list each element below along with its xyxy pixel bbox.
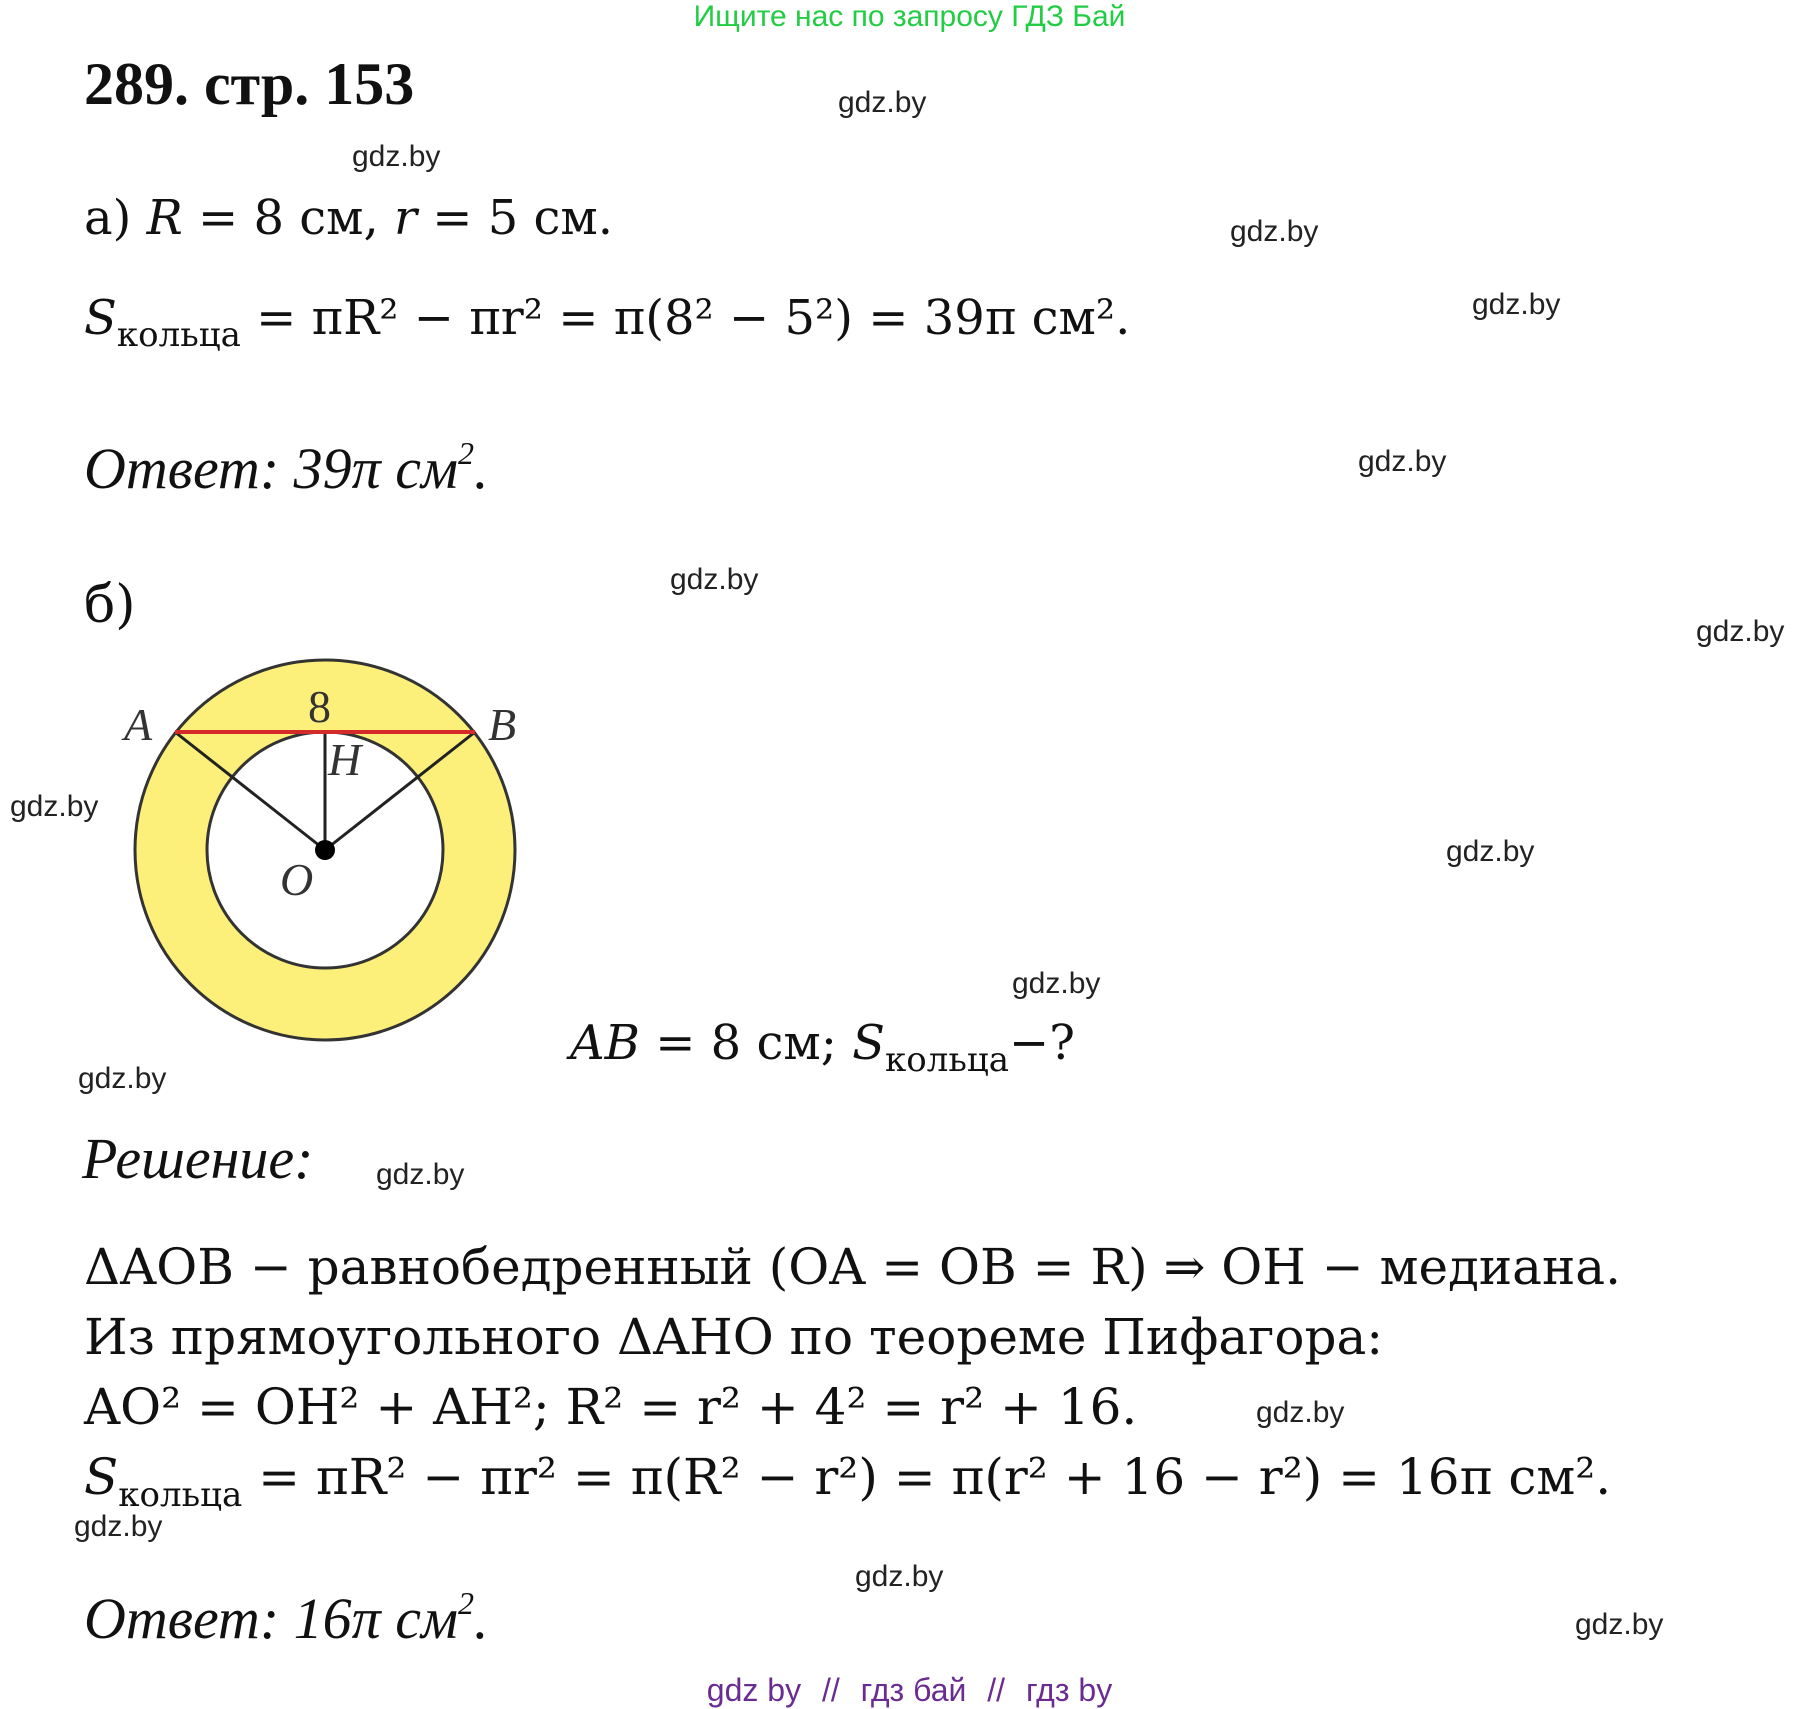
- answer-value: 39π см: [293, 436, 458, 501]
- given-end: −?: [1008, 1015, 1075, 1071]
- given-sub: кольца: [885, 1040, 1009, 1080]
- part-b-label: б): [84, 575, 136, 635]
- solution-line-2: Из прямоугольного ΔAHO по теореме Пифагора:: [84, 1308, 1384, 1366]
- formula-sub: кольца: [116, 315, 241, 355]
- answer-label: Ответ:: [84, 1586, 280, 1651]
- watermark: gdz.by: [376, 1158, 465, 1191]
- part-a-given: [84, 190, 613, 246]
- footer: [0, 1672, 1819, 1709]
- watermark: gdz.by: [1472, 288, 1561, 321]
- watermark: gdz.by: [1230, 215, 1319, 248]
- watermark: gdz.by: [352, 140, 441, 173]
- part-b-given: [570, 1015, 1075, 1080]
- solution-label: Решение:: [82, 1126, 314, 1191]
- answer-end: .: [473, 1586, 489, 1651]
- watermark: gdz.by: [1358, 445, 1447, 478]
- footer-separator-1: //: [821, 1672, 840, 1708]
- line4-S: S: [84, 1448, 119, 1506]
- solution-line-4: [84, 1448, 1612, 1515]
- formula-rest: = πR² − πr² = π(8² − 5²) = 39π см².: [240, 290, 1131, 346]
- footer-part-3: гдз by: [1025, 1672, 1113, 1708]
- watermark: gdz.by: [855, 1560, 944, 1593]
- watermark: gdz.by: [1446, 835, 1535, 868]
- line4-sub: кольца: [118, 1475, 243, 1515]
- label-O: O: [280, 854, 314, 905]
- ring-diagram: [110, 650, 550, 1070]
- solution-line-3: AO² = OH² + AH²; R² = r² + 4² = r² + 16.: [84, 1378, 1138, 1436]
- given-mid: = 8 см;: [639, 1015, 853, 1071]
- part-a-label: а): [84, 190, 132, 246]
- page-title: 289. стр. 153: [84, 51, 415, 117]
- answer-label: Ответ:: [84, 436, 280, 501]
- answer-sup: 2: [457, 1585, 474, 1621]
- watermark: gdz.by: [78, 1062, 167, 1095]
- label-H: H: [328, 734, 362, 785]
- part-a-formula: [84, 290, 1131, 355]
- watermark: gdz.by: [838, 86, 927, 119]
- given-R-var: R: [146, 190, 183, 246]
- given-S: S: [852, 1015, 886, 1071]
- label-8: 8: [308, 681, 331, 732]
- footer-part-2: гдз бай: [860, 1672, 967, 1708]
- label-B: B: [488, 699, 517, 750]
- watermark: gdz.by: [74, 1510, 163, 1543]
- top-banner: Ищите нас по запросу ГДЗ Бай: [693, 0, 1126, 33]
- watermark: gdz.by: [1696, 615, 1785, 648]
- solution-line-1: ΔAOB − равнобедренный (OA = OB = R) ⇒ OH − медиана.: [84, 1238, 1622, 1296]
- answer-value: 16π см: [293, 1586, 458, 1651]
- given-AB: AB: [570, 1015, 640, 1071]
- given-R-value: = 8 см,: [182, 190, 395, 246]
- answer-sup: 2: [457, 435, 474, 471]
- watermark: gdz.by: [1256, 1396, 1345, 1429]
- watermark: gdz.by: [670, 563, 759, 596]
- footer-part-1: gdz by: [706, 1672, 802, 1708]
- given-r-value: = 5 см.: [416, 190, 613, 246]
- center-point: [315, 840, 335, 860]
- footer-separator-2: //: [987, 1672, 1006, 1708]
- given-r-var: r: [394, 190, 417, 246]
- part-b-answer: [84, 1585, 488, 1652]
- label-A: A: [124, 699, 153, 750]
- part-a-answer: [84, 435, 488, 502]
- line4-rest: = πR² − πr² = π(R² − r²) = π(r² + 16 − r²) = 16π см².: [242, 1448, 1612, 1506]
- watermark: gdz.by: [1012, 967, 1101, 1000]
- watermark: gdz.by: [10, 790, 99, 823]
- answer-end: .: [473, 436, 489, 501]
- formula-S: S: [84, 290, 117, 346]
- watermark: gdz.by: [1575, 1608, 1664, 1641]
